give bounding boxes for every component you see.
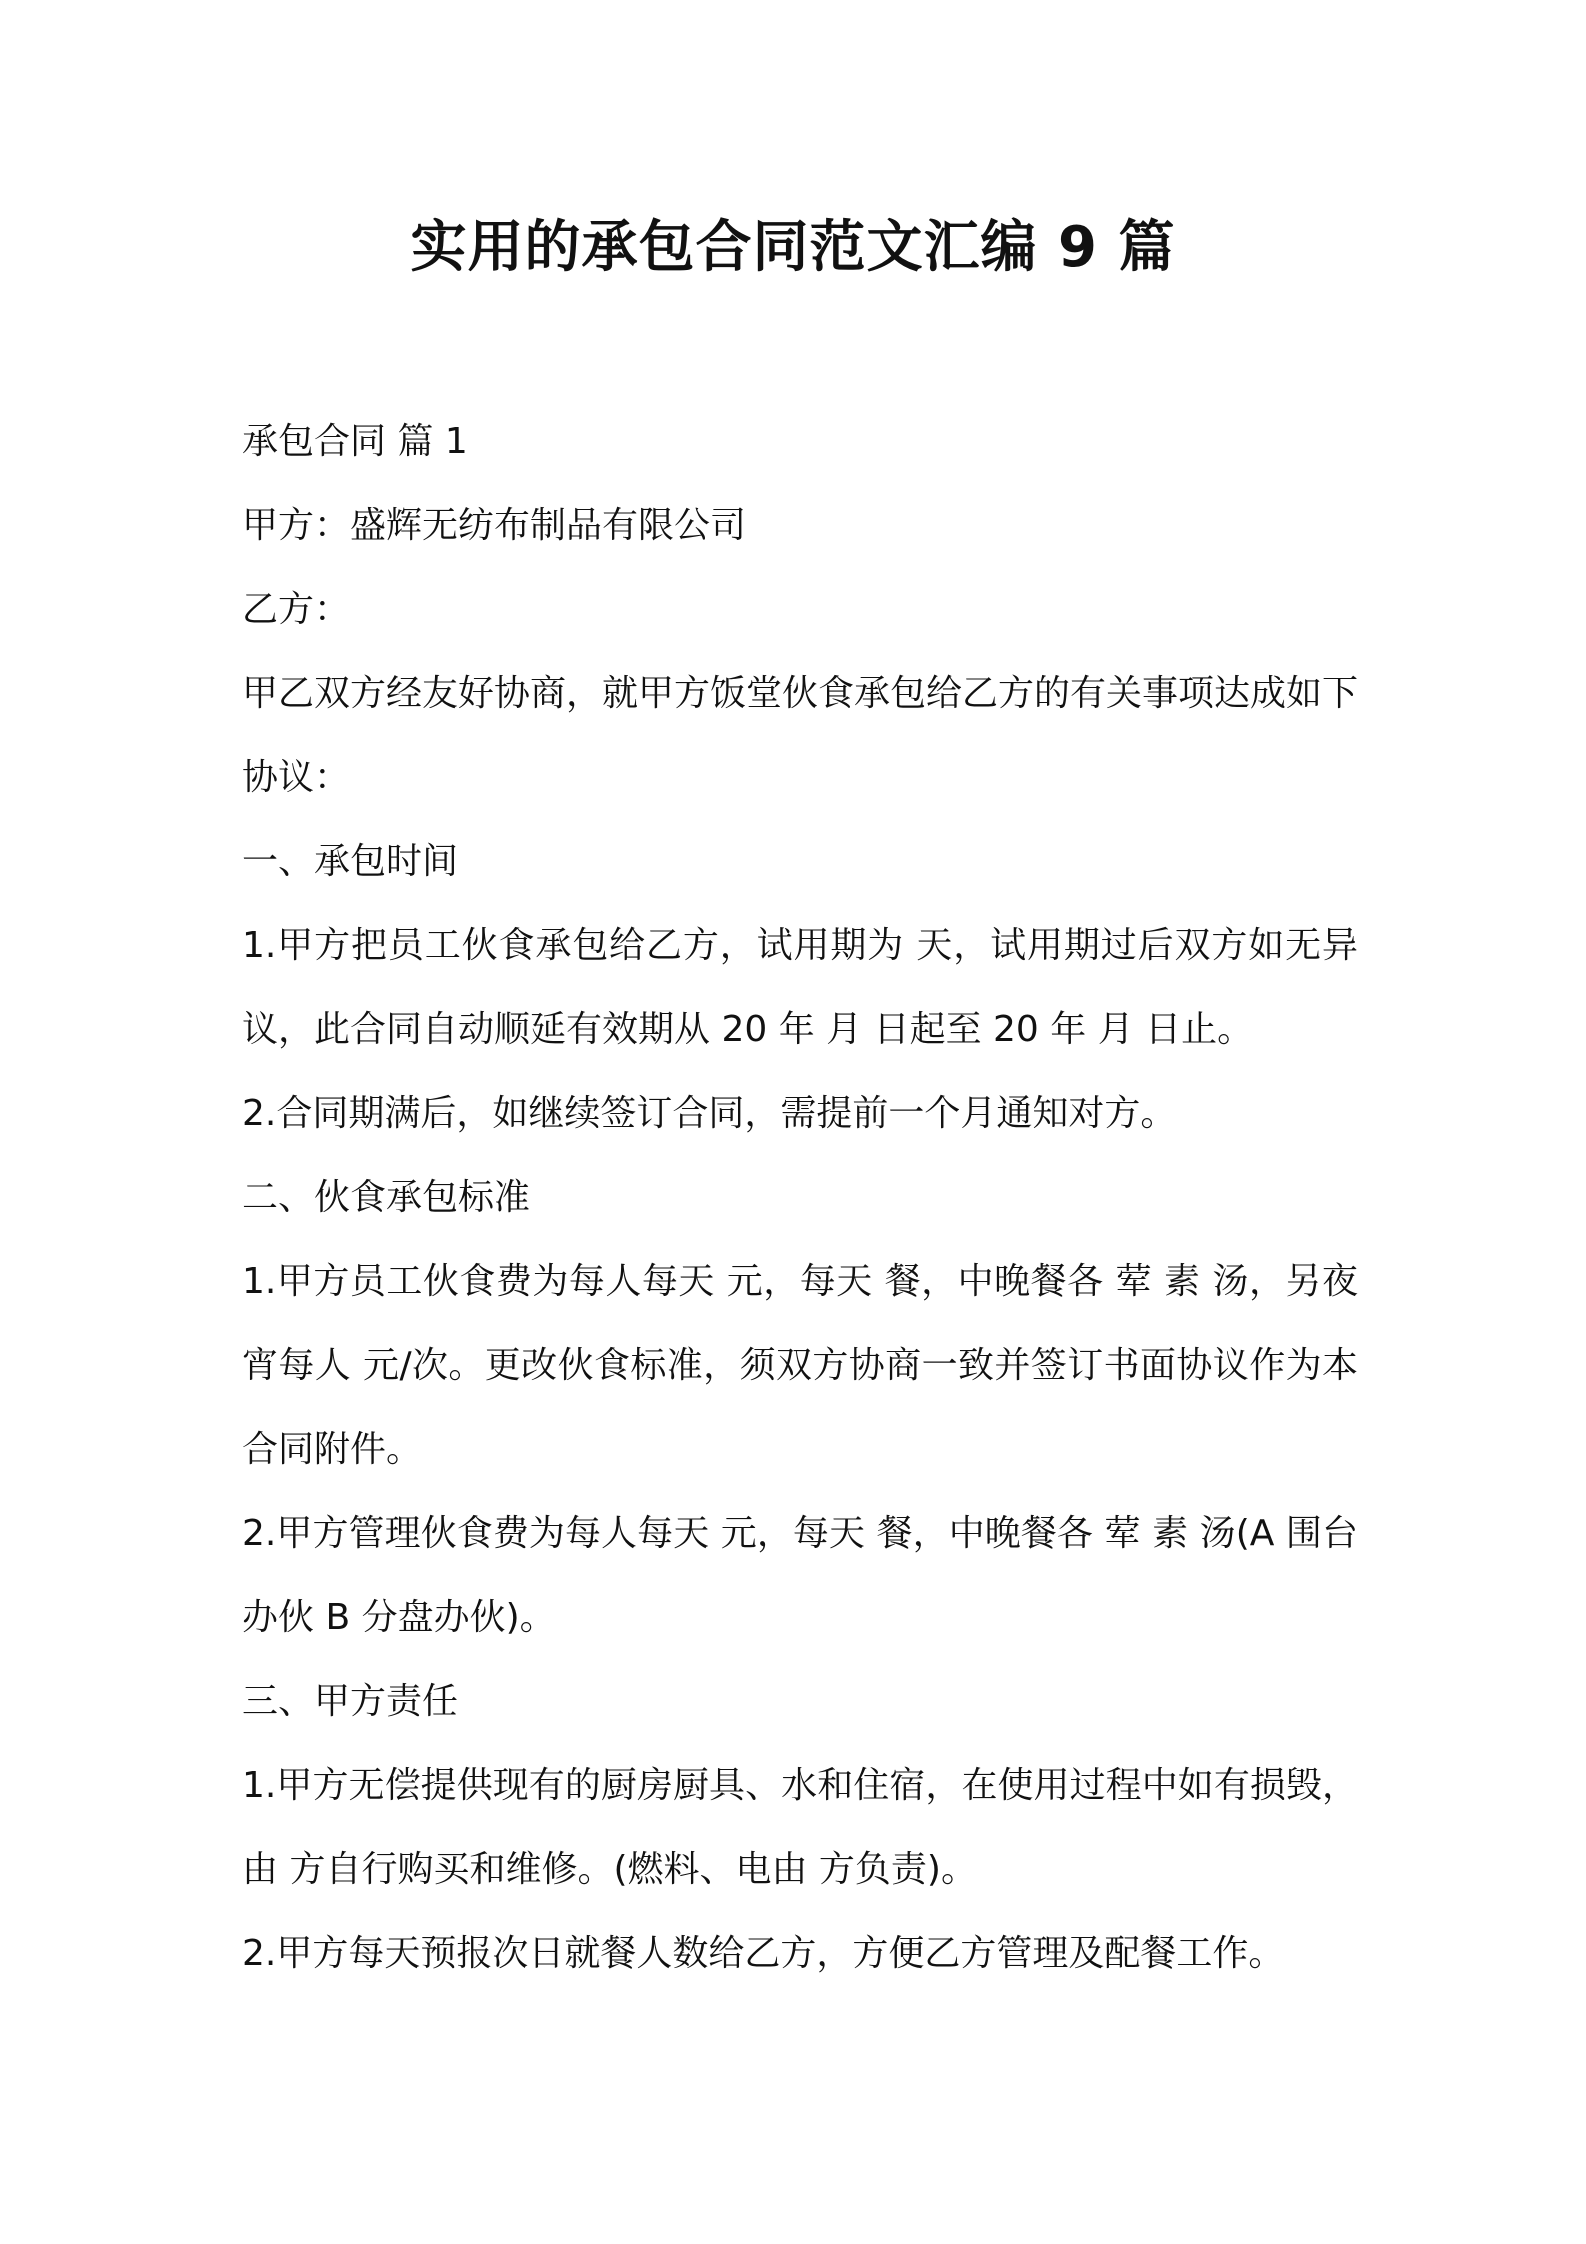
clause-term-1: 1.甲方把员工伙食承包给乙方，试用期为 天，试用期过后双方如无异议，此合同自动顺延有效期从 20 年 月 日起至 20 年 月 日止。 — [242, 925, 1358, 1050]
document-body — [242, 400, 1358, 1996]
clause-duty-1: 1.甲方无偿提供现有的厨房厨具、水和住宿，在使用过程中如有损毁，由 方自行购买和维修。(燃料、电由 方负责)。 — [242, 1765, 1358, 1890]
clause-duty-2: 2.甲方每天预报次日就餐人数给乙方，方便乙方管理及配餐工作。 — [242, 1933, 1285, 1974]
clause-standard-1: 1.甲方员工伙食费为每人每天 元，每天 餐，中晚餐各 荤 素 汤，另夜宵每人 元/次。更改伙食标准，须双方协商一致并签订书面协议作为本合同附件。 — [242, 1261, 1358, 1470]
clause-term-2: 2.合同期满后，如继续签订合同，需提前一个月通知对方。 — [242, 1093, 1177, 1134]
section-heading-contract-1: 承包合同 篇 1 — [242, 421, 468, 462]
party-a-line: 甲方：盛辉无纺布制品有限公司 — [242, 505, 747, 546]
document-title: 实用的承包合同范文汇编 9 篇 — [410, 215, 1176, 280]
section-heading-party-a-duty: 三、甲方责任 — [242, 1681, 459, 1722]
preamble-paragraph: 甲乙双方经友好协商，就甲方饭堂伙食承包给乙方的有关事项达成如下协议： — [242, 673, 1359, 798]
party-b-line: 乙方： — [242, 589, 351, 630]
clause-standard-2: 2.甲方管理伙食费为每人每天 元，每天 餐，中晚餐各 荤 素 汤(A 围台办伙 B 分盘办伙)。 — [242, 1513, 1358, 1638]
section-heading-term: 一、承包时间 — [242, 841, 459, 882]
section-heading-standard: 二、伙食承包标准 — [242, 1177, 531, 1218]
